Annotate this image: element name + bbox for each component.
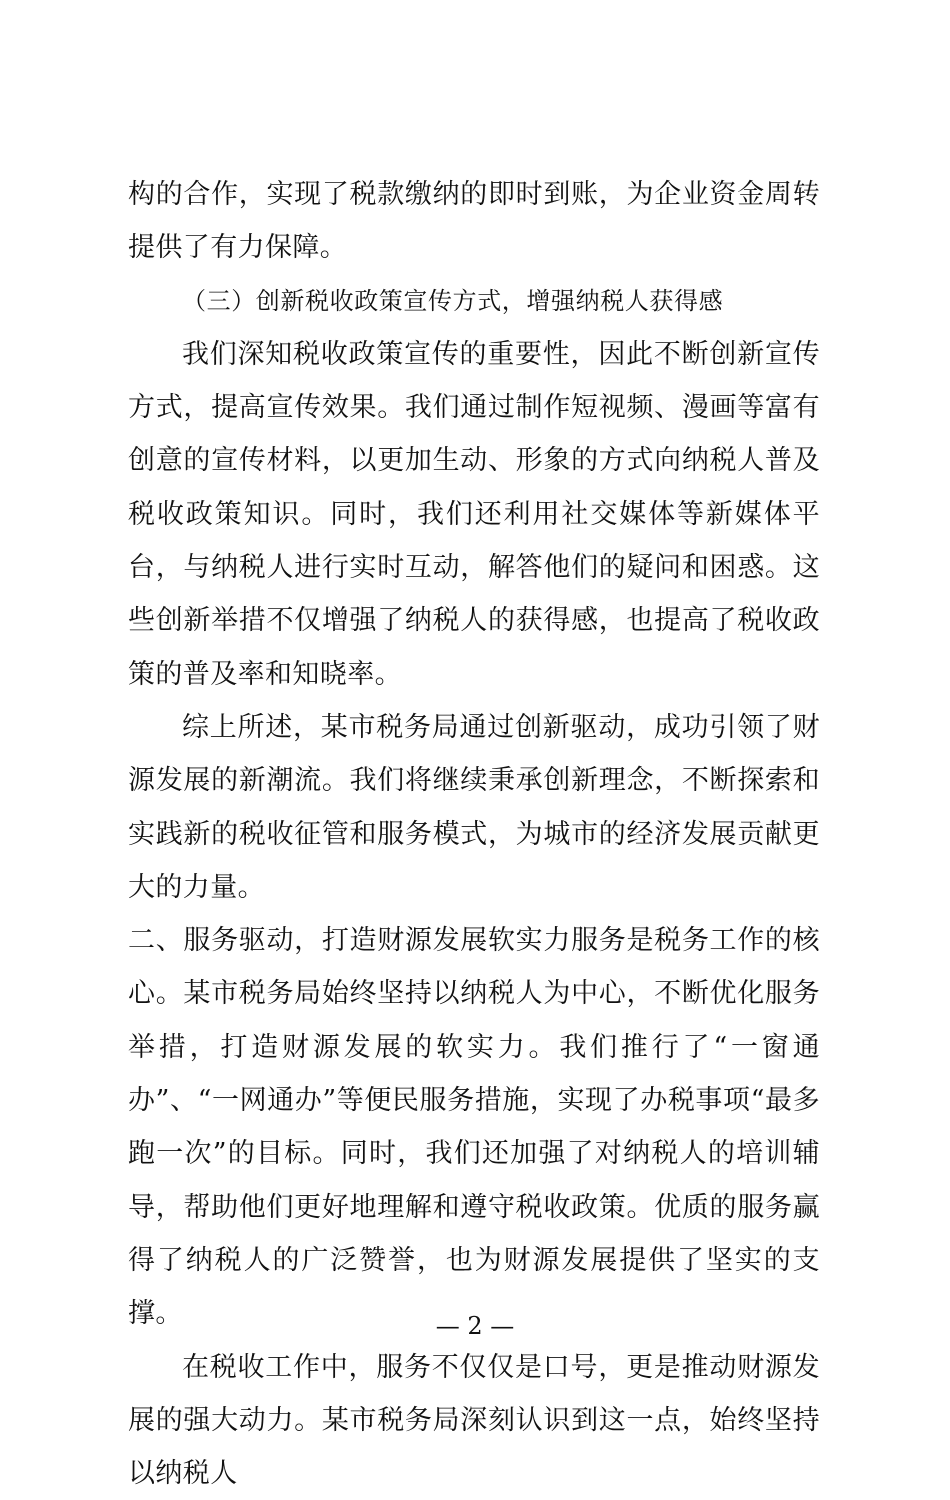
document-body <box>128 168 820 1500</box>
paragraph-continuation: 构的合作，实现了税款缴纳的即时到账，为企业资金周转提供了有力保障。 <box>128 179 820 264</box>
paragraph-service-power: 在税收工作中，服务不仅仅是口号，更是推动财源发展的强大动力。某市税务局深刻认识到这一点，始终坚持以纳税人 <box>128 1351 820 1490</box>
paragraph-policy-promotion: 我们深知税收政策宣传的重要性，因此不断创新宣传方式，提高宣传效果。我们通过制作短视频、漫画等富有创意的宣传材料，以更加生动、形象的方式向纳税人普及税收政策知识。同时，我们还利用社交媒体等新媒体平台，与纳税人进行实时互动，解答他们的疑问和困惑。这些创新举措不仅增强了纳税人的获得感，也提高了税收政策的普及率和知晓率。 <box>128 338 820 690</box>
paragraph-summary: 综上所述，某市税务局通过创新驱动，成功引领了财源发展的新潮流。我们将继续秉承创新理念，不断探索和实践新的税收征管和服务模式，为城市的经济发展贡献更大的力量。 <box>128 711 820 903</box>
section-subheading: （三）创新税收政策宣传方式，增强纳税人获得感 <box>182 286 724 315</box>
page-number: — 2 — <box>435 1312 515 1340</box>
paragraph-service-driven: 二、服务驱动，打造财源发展软实力服务是税务工作的核心。某市税务局始终坚持以纳税人为中心，不断优化服务举措，打造财源发展的软实力。我们推行了“一窗通办”、“一网通办”等便民服务措施，实现了办税事项“最多跑一次”的目标。同时，我们还加强了对纳税人的培训辅导，帮助他们更好地理解和遵守税收政策。优质的服务赢得了纳税人的广泛赞誉，也为财源发展提供了坚实的支撑。 <box>128 925 820 1330</box>
